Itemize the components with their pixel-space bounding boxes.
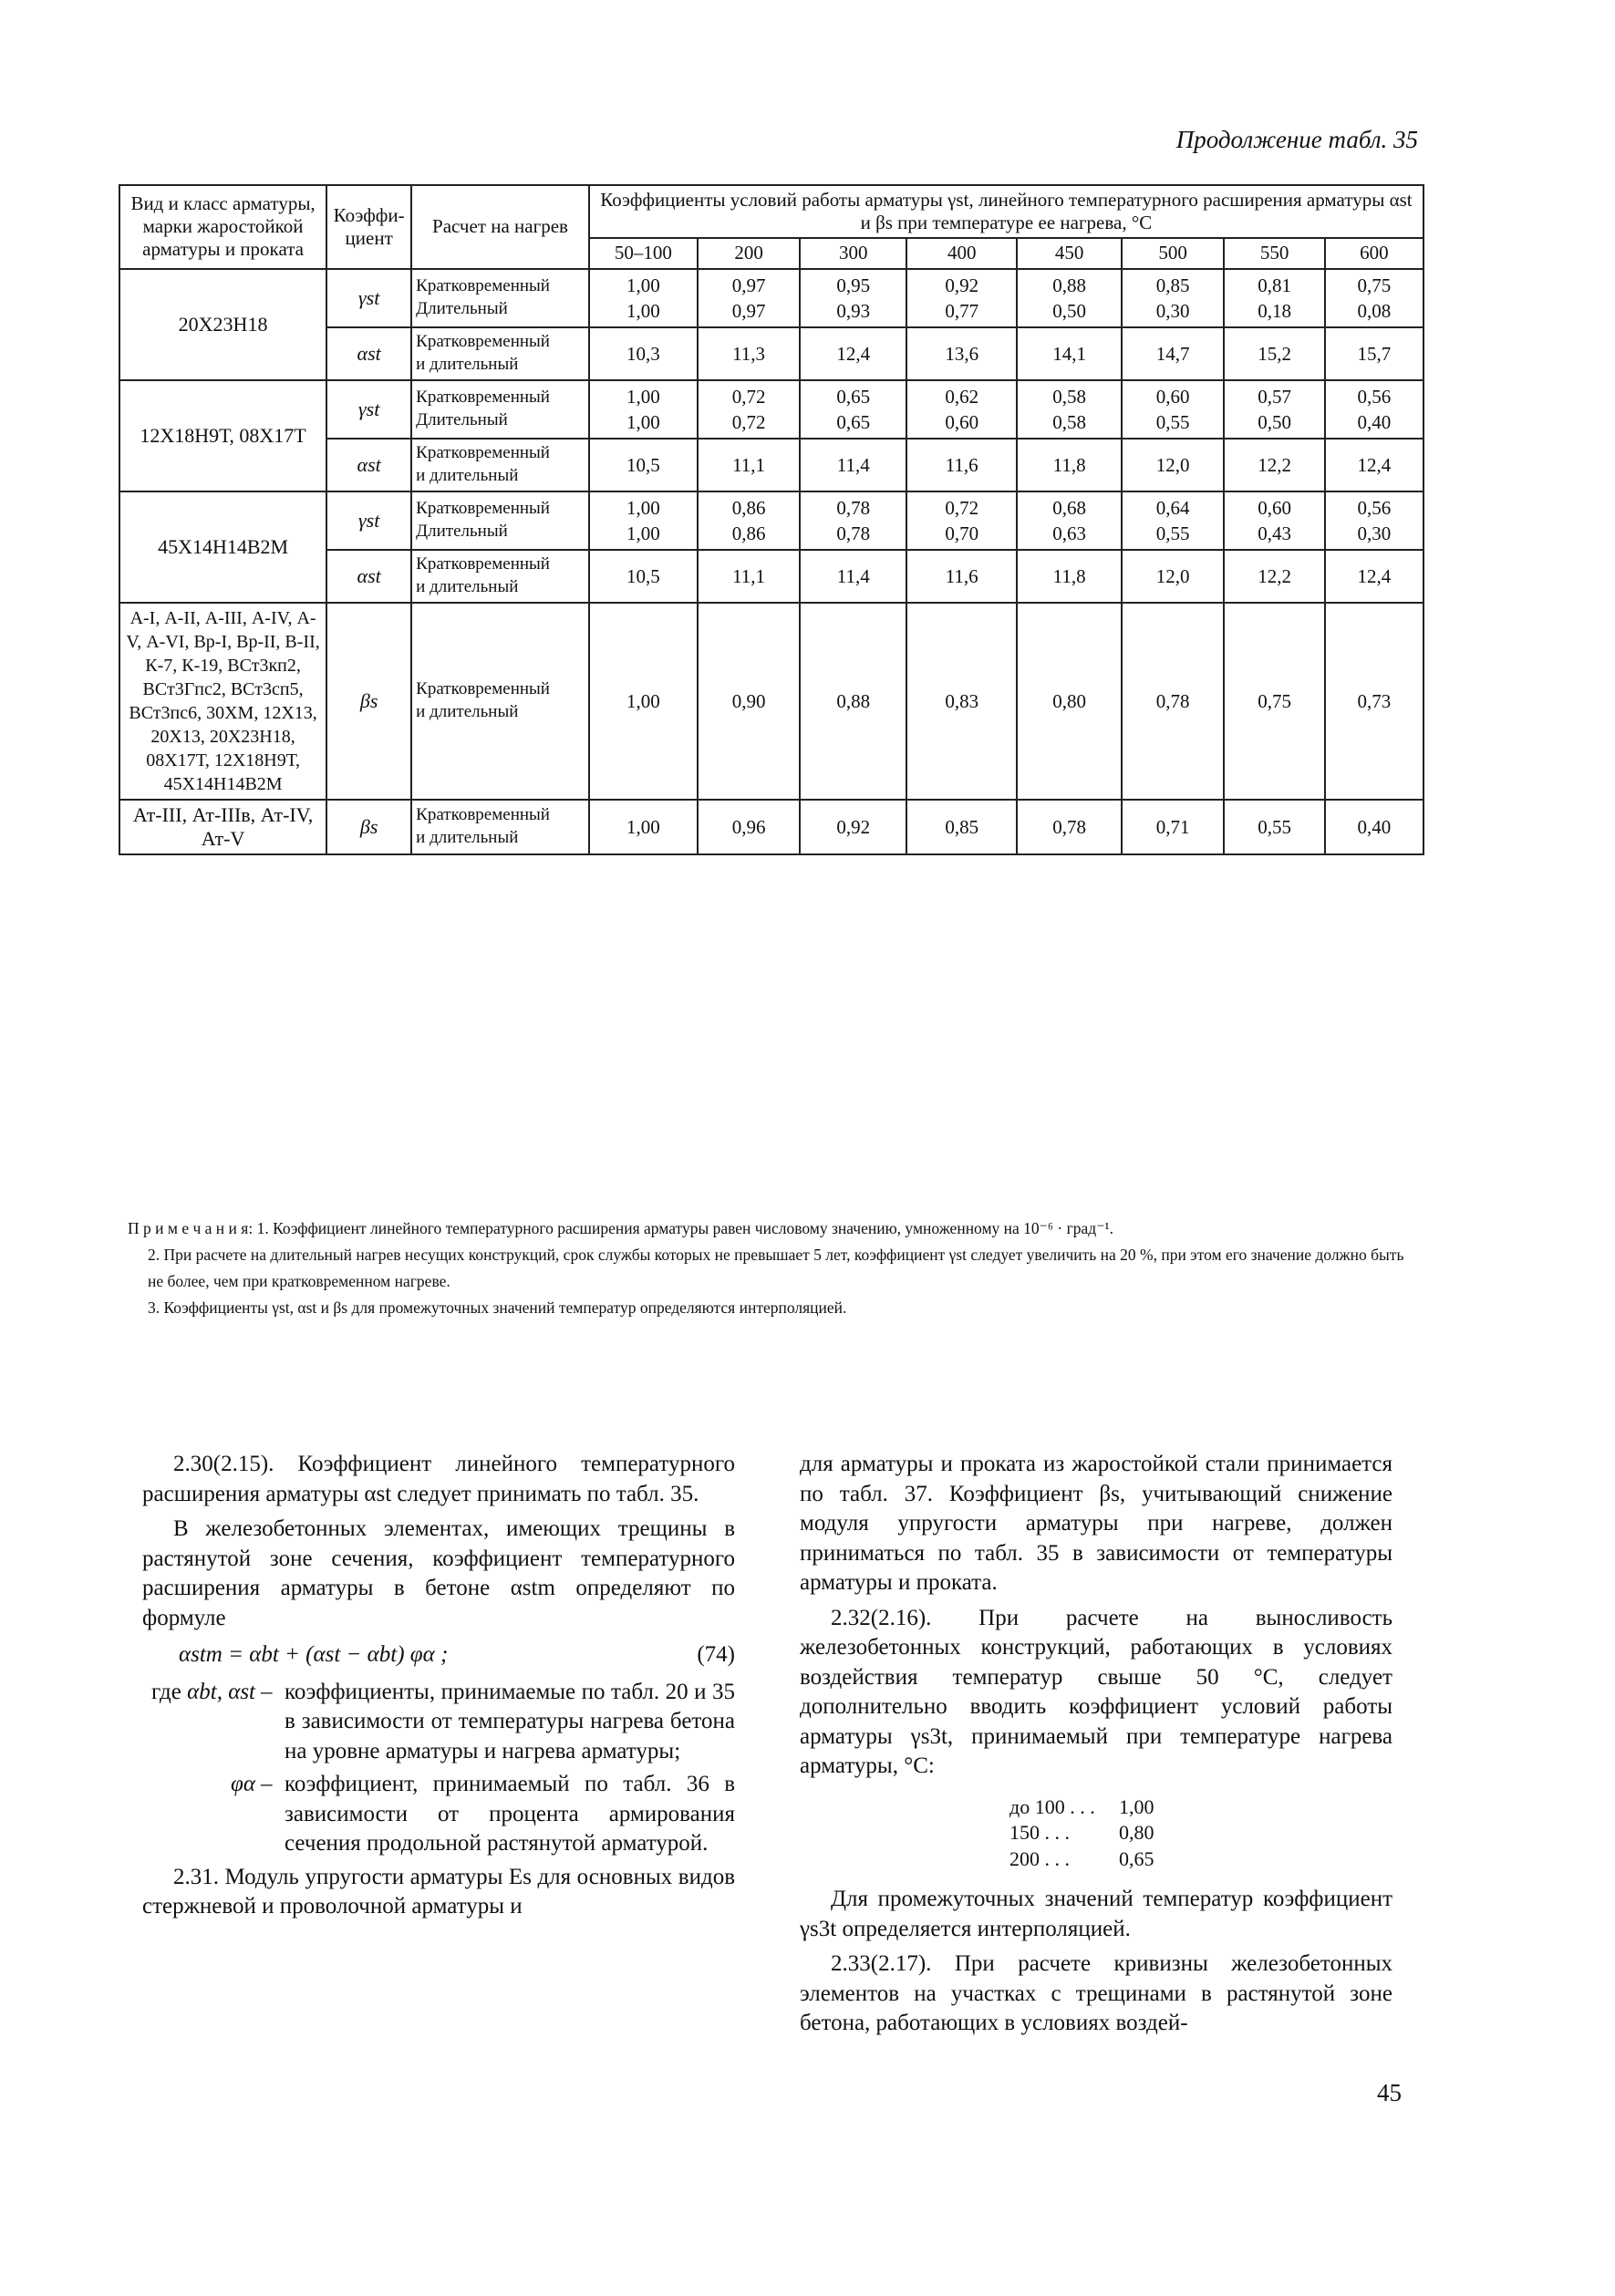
value-line: 0,78: [836, 522, 871, 545]
cell-value: [1122, 439, 1224, 491]
cell-value: [698, 491, 800, 551]
value-line: 0,40: [1357, 410, 1392, 433]
value-line: 1,00: [626, 689, 660, 712]
value-line: 12,4: [836, 342, 871, 365]
calc-line: и длительный: [416, 466, 519, 485]
value-line: 1,00: [626, 815, 660, 838]
value-line: 0,86: [731, 522, 766, 545]
value-line: 0,78: [836, 496, 871, 519]
cell-value: [906, 269, 1017, 328]
temp-value: 1,00: [1119, 1794, 1154, 1818]
cell-kind: Ат-III, Ат-IIIв, Ат-IV, Ат-V: [119, 800, 326, 854]
cell-value: [800, 800, 906, 854]
cell-kind: А-I, А-II, А-III, А-IV, А-V, А-VI, Вр-I, Вр-II, В-II, К-7, К-19, ВСт3кп2, ВСт3Гпс2, ВСт3сп5, ВСт3пс6, 30ХМ, 12Х13, 20Х13, 20Х23Н18, 08Х17Т, 12Х18Н9Т, 45Х14Н14В2М: [119, 603, 326, 800]
table-notes: [128, 1215, 1423, 1321]
value-line: 0,72: [945, 496, 979, 519]
value-line: 11,6: [945, 564, 978, 587]
calc-line: Длительный: [416, 298, 508, 318]
def2-text: коэффициент, принимаемый по табл. 36 в зависимости от процента армирования сечения продольной растянутой арматурой.: [285, 1772, 735, 1856]
value-line: 0,95: [836, 274, 871, 296]
cell-value: [1325, 327, 1423, 379]
cell-value: [800, 491, 906, 551]
cell-value: [906, 380, 1017, 440]
temp-value: 0,65: [1119, 1846, 1154, 1870]
value-line: 0,55: [1155, 522, 1190, 545]
where-word: где: [151, 1679, 181, 1704]
value-line: 0,40: [1357, 815, 1392, 838]
table-row: [119, 603, 1423, 800]
cell-coef: γst: [326, 269, 411, 328]
value-line: 11,1: [732, 564, 766, 587]
value-line: 0,72: [731, 410, 766, 433]
cell-value: [1122, 327, 1224, 379]
temp-value: 0,80: [1119, 1821, 1154, 1845]
calc-line: и длительный: [416, 827, 519, 847]
value-line: 0,50: [1052, 299, 1086, 322]
header-kind: Вид и класс арматуры, марки жаростойкой арматуры и проката: [119, 185, 326, 269]
cell-coef: γst: [326, 491, 411, 551]
value-line: 0,50: [1258, 410, 1291, 433]
cell-coef: βs: [326, 603, 411, 800]
cell-value: [1224, 550, 1324, 602]
value-line: 0,78: [1052, 815, 1086, 838]
value-line: 0,60: [945, 410, 979, 433]
cell-value: [1325, 550, 1423, 602]
cell-value: [1325, 439, 1423, 491]
value-line: 0,68: [1052, 496, 1086, 519]
calc-line: Кратковременный: [416, 443, 550, 463]
value-line: 14,1: [1052, 342, 1086, 365]
value-line: 12,0: [1155, 564, 1190, 587]
value-line: 11,8: [1052, 564, 1086, 587]
cell-coef: αst: [326, 550, 411, 602]
cell-value: [1224, 800, 1324, 854]
cell-calc: [411, 380, 589, 440]
value-line: 12,2: [1258, 453, 1291, 476]
value-line: 0,63: [1052, 522, 1086, 545]
value-line: 0,78: [1155, 689, 1190, 712]
value-line: 0,97: [731, 299, 766, 322]
cell-value: [1017, 327, 1122, 379]
value-line: 0,71: [1155, 815, 1190, 838]
calc-line: и длительный: [416, 701, 519, 721]
formula-text: αstm = αbt + (αst − αbt) φα ;: [179, 1642, 449, 1667]
calc-line: Кратковременный: [416, 388, 550, 408]
cell-value: [1325, 491, 1423, 551]
calc-line: Кратковременный: [416, 499, 550, 519]
value-line: 1,00: [626, 496, 660, 519]
note-3: 3. Коэффициенты γst, αst и βs для промежуточных значений температур определяются интерполяцией.: [148, 1298, 847, 1317]
value-line: 11,6: [945, 453, 978, 476]
cell-value: [1224, 269, 1324, 328]
cell-value: [1224, 603, 1324, 800]
definition-2: φα – коэффициент, принимаемый по табл. 36 в зависимости от процента армирования сечения продольной растянутой арматурой.: [142, 1770, 735, 1859]
value-line: 0,97: [731, 274, 766, 296]
cell-value: [698, 269, 800, 328]
def1-symbol: αbt, αst: [187, 1679, 255, 1704]
cell-value: [1017, 800, 1122, 854]
header-coef: Коэффи-циент: [326, 185, 411, 269]
paragraph-2-31: 2.31. Модуль упругости арматуры Es для основных видов стержневой и проволочной арматуры и: [142, 1864, 735, 1919]
value-line: 0,96: [731, 815, 766, 838]
def2-symbol: φα: [231, 1772, 255, 1796]
cell-value: [800, 439, 906, 491]
cell-calc: [411, 269, 589, 328]
calc-line: Кратковременный: [416, 276, 550, 296]
cell-value: [800, 269, 906, 328]
value-line: 0,56: [1357, 496, 1392, 519]
header-calc: Расчет на нагрев: [411, 185, 589, 269]
calc-line: Кратковременный: [416, 332, 550, 352]
cell-calc: [411, 603, 589, 800]
definition-1: где αbt, αst – коэффициенты, принимаемые по табл. 20 и 35 в зависимости от температуры нагрева бетона на уровне арматуры и нагрева арматуры;: [142, 1678, 735, 1767]
table-row: [119, 380, 1423, 440]
cell-value: [589, 800, 698, 854]
value-line: 10,5: [626, 453, 660, 476]
table-35: [119, 184, 1424, 855]
cell-value: [589, 380, 698, 440]
value-line: 0,43: [1258, 522, 1291, 545]
calc-line: Длительный: [416, 409, 508, 429]
cell-value: [589, 439, 698, 491]
value-line: 0,88: [1052, 274, 1086, 296]
value-line: 0,80: [1052, 689, 1086, 712]
cell-value: [1325, 800, 1423, 854]
paragraph-2-33: 2.33(2.17). При расчете кривизны железобетонных элементов на участках с трещинами в растянутой зоне бетона, работающих в условиях воздей-: [800, 1951, 1392, 2036]
header-temp-0: 50–100: [589, 238, 698, 268]
value-line: 11,8: [1052, 453, 1086, 476]
header-span-title: Коэффициенты условий работы арматуры γst, линейного температурного расширения арматуры αst и βs при температуре ее нагрева, °С: [589, 185, 1423, 238]
cell-value: [1017, 550, 1122, 602]
cell-calc: [411, 800, 589, 854]
cell-value: [1122, 603, 1224, 800]
cell-value: [1122, 550, 1224, 602]
value-line: 0,60: [1155, 385, 1190, 408]
value-line: 10,3: [626, 342, 660, 365]
value-line: 0,58: [1052, 410, 1086, 433]
value-line: 12,4: [1357, 564, 1392, 587]
header-temp-4: 450: [1017, 238, 1122, 268]
cell-value: [800, 603, 906, 800]
table-row: [119, 800, 1423, 854]
table-continuation-label: Продолжение табл. 35: [1175, 126, 1418, 153]
cell-value: [1017, 491, 1122, 551]
cell-value: [589, 491, 698, 551]
table-row: [119, 269, 1423, 328]
cell-value: [1122, 800, 1224, 854]
value-line: 0,81: [1258, 274, 1291, 296]
value-line: 0,88: [836, 689, 871, 712]
value-line: 0,72: [731, 385, 766, 408]
cell-value: [906, 439, 1017, 491]
notes-label: П р и м е ч а н и я:: [128, 1219, 254, 1237]
value-line: 0,75: [1258, 689, 1291, 712]
header-temp-3: 400: [906, 238, 1017, 268]
cell-value: [906, 491, 1017, 551]
right-column: [800, 1450, 1392, 2044]
header-temp-5: 500: [1122, 238, 1224, 268]
paragraph-2-32: 2.32(2.16). При расчете на выносливость железобетонных конструкций, работающих в условиях воздействия температур свыше 50 °С, следует дополнительно вводить коэффициент условий работы арматуры γs3t, принимаемый при температуре нагрева арматуры, °С:: [800, 1605, 1392, 1778]
paragraph-interp: Для промежуточных значений температур коэффициент γs3t определяется интерполяцией.: [800, 1887, 1392, 1941]
cell-coef: αst: [326, 439, 411, 491]
value-line: 13,6: [945, 342, 979, 365]
cell-value: [1224, 327, 1324, 379]
value-line: 0,56: [1357, 385, 1392, 408]
paragraph-crack: В железобетонных элементах, имеющих трещины в растянутой зоне сечения, коэффициент температурного расширения арматуры в бетоне αstm определяют по формуле: [142, 1516, 735, 1630]
cell-calc: [411, 491, 589, 551]
cell-value: [1017, 380, 1122, 440]
temp-label: до 100 . . .: [1009, 1794, 1095, 1818]
cell-value: [1017, 439, 1122, 491]
cell-kind: 20Х23Н18: [119, 269, 326, 380]
value-line: 1,00: [626, 299, 660, 322]
value-line: 0,64: [1155, 496, 1190, 519]
value-line: 0,90: [731, 689, 766, 712]
cell-value: [800, 550, 906, 602]
value-line: 0,85: [1155, 274, 1190, 296]
cell-kind: 45Х14Н14В2М: [119, 491, 326, 603]
cell-value: [906, 327, 1017, 379]
note-2: 2. При расчете на длительный нагрев несущих конструкций, срок службы которых не превышает 5 лет, коэффициент γst следует увеличить на 20 %, при этом его значение должно быть не более, чем при кратковременном нагреве.: [148, 1245, 1404, 1290]
value-line: 0,83: [945, 689, 979, 712]
value-line: 0,30: [1357, 522, 1392, 545]
cell-value: [698, 550, 800, 602]
cell-value: [1325, 380, 1423, 440]
value-line: 0,60: [1258, 496, 1291, 519]
formula-74: [179, 1640, 735, 1670]
value-line: 11,4: [836, 564, 870, 587]
value-line: 0,85: [945, 815, 979, 838]
cell-value: [589, 269, 698, 328]
cell-value: [1122, 380, 1224, 440]
cell-value: [1224, 439, 1324, 491]
temp-label: 200 . . .: [1009, 1846, 1070, 1870]
temp-label: 150 . . .: [1009, 1821, 1070, 1845]
cell-value: [906, 550, 1017, 602]
cell-value: [1122, 269, 1224, 328]
page-number: 45: [1377, 2079, 1402, 2106]
note-1: 1. Коэффициент линейного температурного расширения арматуры равен числовому значению, умноженному на 10⁻⁶ · град⁻¹.: [256, 1219, 1114, 1237]
value-line: 0,65: [836, 385, 871, 408]
paragraph-2-30: 2.30(2.15). Коэффициент линейного температурного расширения арматуры αst следует принимать по табл. 35.: [142, 1452, 735, 1506]
value-line: 12,4: [1357, 453, 1392, 476]
calc-line: Кратковременный: [416, 554, 550, 574]
value-line: 10,5: [626, 564, 660, 587]
header-temp-1: 200: [698, 238, 800, 268]
cell-coef: βs: [326, 800, 411, 854]
value-line: 0,30: [1155, 299, 1190, 322]
value-line: 0,18: [1258, 299, 1291, 322]
value-line: 0,57: [1258, 385, 1291, 408]
cell-value: [589, 550, 698, 602]
cell-value: [1325, 603, 1423, 800]
value-line: 11,3: [732, 342, 766, 365]
cell-value: [698, 327, 800, 379]
table-row: [119, 491, 1423, 551]
header-temp-2: 300: [800, 238, 906, 268]
paragraph-cont: для арматуры и проката из жаростойкой стали принимается по табл. 37. Коэффициент βs, учитывающий снижение модуля упругости арматуры при нагреве, должен приниматься по табл. 35 в зависимости от температуры арматуры и проката.: [800, 1452, 1392, 1595]
calc-line: и длительный: [416, 577, 519, 597]
value-line: 1,00: [626, 522, 660, 545]
cell-value: [1017, 269, 1122, 328]
value-line: 0,70: [945, 522, 979, 545]
value-line: 14,7: [1155, 342, 1190, 365]
cell-value: [906, 603, 1017, 800]
value-line: 15,7: [1357, 342, 1392, 365]
value-line: 0,08: [1357, 299, 1392, 322]
value-line: 0,93: [836, 299, 871, 322]
value-line: 15,2: [1258, 342, 1291, 365]
value-line: 0,65: [836, 410, 871, 433]
cell-value: [589, 603, 698, 800]
cell-calc: [411, 327, 589, 379]
cell-value: [906, 800, 1017, 854]
cell-value: [698, 800, 800, 854]
value-line: 1,00: [626, 410, 660, 433]
cell-value: [800, 327, 906, 379]
cell-value: [1224, 491, 1324, 551]
value-line: 0,75: [1357, 274, 1392, 296]
value-line: 12,2: [1258, 564, 1291, 587]
value-line: 1,00: [626, 385, 660, 408]
value-line: 0,92: [836, 815, 871, 838]
value-line: 0,55: [1258, 815, 1291, 838]
cell-kind: 12Х18Н9Т, 08Х17Т: [119, 380, 326, 491]
calc-line: Кратковременный: [416, 679, 550, 699]
value-line: 0,62: [945, 385, 979, 408]
left-column: [142, 1450, 735, 1928]
value-line: 0,86: [731, 496, 766, 519]
cell-coef: γst: [326, 380, 411, 440]
value-line: 0,92: [945, 274, 979, 296]
cell-calc: [411, 550, 589, 602]
cell-value: [698, 603, 800, 800]
value-line: 0,73: [1357, 689, 1392, 712]
temp-row-2: [1009, 1846, 1392, 1873]
value-line: 0,77: [945, 299, 979, 322]
cell-value: [589, 327, 698, 379]
cell-coef: αst: [326, 327, 411, 379]
calc-line: Длительный: [416, 522, 508, 542]
header-temp-6: 550: [1224, 238, 1324, 268]
cell-value: [698, 380, 800, 440]
temp-row-1: [1009, 1820, 1392, 1846]
value-line: 11,1: [732, 453, 766, 476]
cell-value: [1122, 491, 1224, 551]
value-line: 11,4: [836, 453, 870, 476]
def1-text: коэффициенты, принимаемые по табл. 20 и 35 в зависимости от температуры нагрева бетона на уровне арматуры и нагрева арматуры;: [285, 1679, 735, 1763]
cell-value: [1017, 603, 1122, 800]
value-line: 0,58: [1052, 385, 1086, 408]
calc-line: Кратковременный: [416, 805, 550, 825]
temp-row-0: [1009, 1794, 1392, 1821]
cell-calc: [411, 439, 589, 491]
cell-value: [800, 380, 906, 440]
value-line: 1,00: [626, 274, 660, 296]
header-temp-7: 600: [1325, 238, 1423, 268]
cell-value: [698, 439, 800, 491]
calc-line: и длительный: [416, 354, 519, 374]
value-line: 12,0: [1155, 453, 1190, 476]
formula-number: (74): [697, 1642, 735, 1667]
temperature-list: [1009, 1794, 1392, 1873]
value-line: 0,55: [1155, 410, 1190, 433]
cell-value: [1224, 380, 1324, 440]
cell-value: [1325, 269, 1423, 328]
